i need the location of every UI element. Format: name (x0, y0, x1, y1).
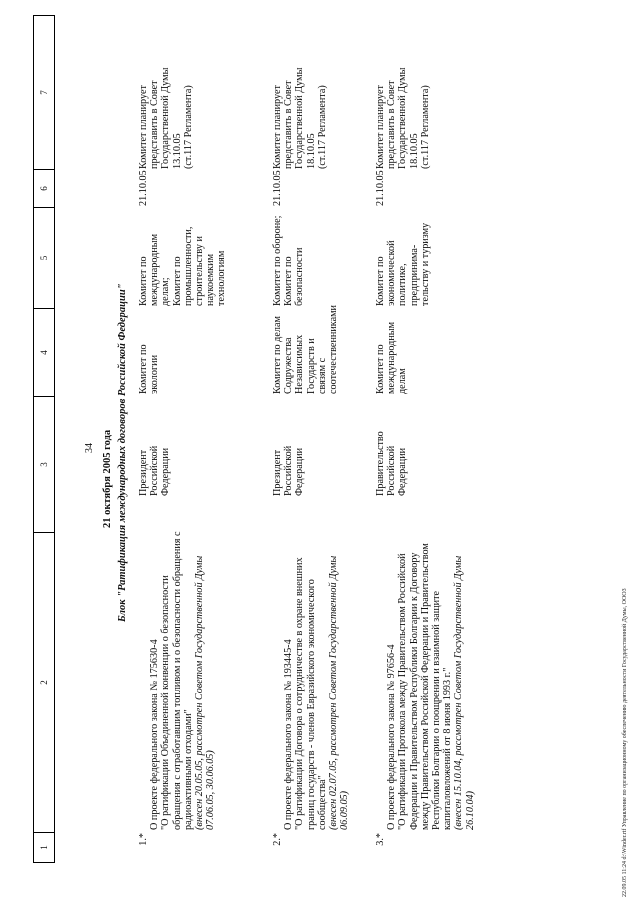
column-header: 3 (34, 397, 55, 533)
bill-note: (внесен 02.07.05, рассмотрен Советом Государственной Думы 06.09.05) (328, 555, 351, 830)
co-committees: Комитет по экономической политике, предпринима-тельству и туризму (375, 222, 431, 306)
initiator: Президент Российской Федерации (138, 445, 172, 496)
page-footer: 22.09.05 11:24 d:\Winder.rtf Управление по организационному обеспечению деятельности Государственной Думы, ООО3 (622, 588, 628, 897)
consideration-date: 21.10.05 (272, 170, 283, 206)
responsible-committee: Комитет по экологии (138, 344, 161, 394)
block-heading: Блок "Ратификация международных договоров Российской Федерации" (117, 283, 128, 622)
remark: Комитет планирует представить в Совет Государственной Думы 18.10.05 (ст.117 Регламента) (375, 67, 431, 169)
responsible-committee: Комитет по международным делам (375, 321, 409, 394)
row-number: 2.* (272, 833, 283, 846)
responsible-committee: Комитет по делам Содружества Независимых Государств и связям с соотечественниками (272, 304, 340, 394)
row-number: 3.* (375, 833, 386, 846)
column-header-table (33, 15, 55, 863)
bill-title: О проекте федерального закона № 175630-4 "О ратификации Объединенной конвенции о безопасности обращения с отработавшим топливом и о безопасности обращения с радиоактивными отходами" (149, 531, 194, 830)
column-header: 6 (34, 170, 55, 208)
remark: Комитет планирует представить в Совет Государственной Думы 13.10.05 (ст.117 Регламента) (138, 67, 194, 169)
co-committees: Комитет по международным делам; Комитет по промышленности, строительству и наукоемким технологиям (138, 226, 228, 306)
column-header: 1 (34, 833, 55, 863)
consideration-date: 21.10.05 (375, 170, 386, 206)
column-header: 5 (34, 208, 55, 309)
column-header: 4 (34, 309, 55, 397)
bill-description (375, 530, 476, 830)
initiator: Правительство Российской Федерации (375, 431, 409, 496)
bill-title: О проекте федерального закона № 193445-4 "О ратификации Договора о сотрудничестве в охране внешних границ государств - членов Евразийского экономического сообщества" (283, 557, 328, 830)
bill-note: (внесен 20.05.05, рассмотрен Советом Государственной Думы 07.06.05, 30.06.05) (194, 555, 217, 830)
bill-description (138, 530, 216, 830)
bill-description (272, 530, 350, 830)
bill-note: (внесен 15.10.04, рассмотрен Советом Государственной Думы 26.10.04) (453, 555, 476, 830)
row-number: 1.* (138, 833, 149, 846)
column-header: 7 (34, 16, 55, 170)
initiator: Президент Российской Федерации (272, 445, 306, 496)
bill-title: О проекте федерального закона № 97656-4 "О ратификации Протокола между Правительством Российской Федерации и Правительством Республики Болгарии к Договору между Правительством Российской Федерации и Правительством Республики Болгарии о поощрении и взаимной защите капиталовложений от 8 июня 1993 г." (386, 543, 454, 830)
consideration-date: 21.10.05 (138, 170, 149, 206)
column-header: 2 (34, 533, 55, 833)
date-heading: 21 октября 2005 года (102, 429, 113, 528)
co-committees: Комитет по обороне; Комитет по безопасности (272, 215, 306, 306)
page-number: 34 (84, 443, 95, 453)
remark: Комитет планирует представить в Совет Государственной Думы 18.10.05 (ст.117 Регламента) (272, 67, 328, 169)
